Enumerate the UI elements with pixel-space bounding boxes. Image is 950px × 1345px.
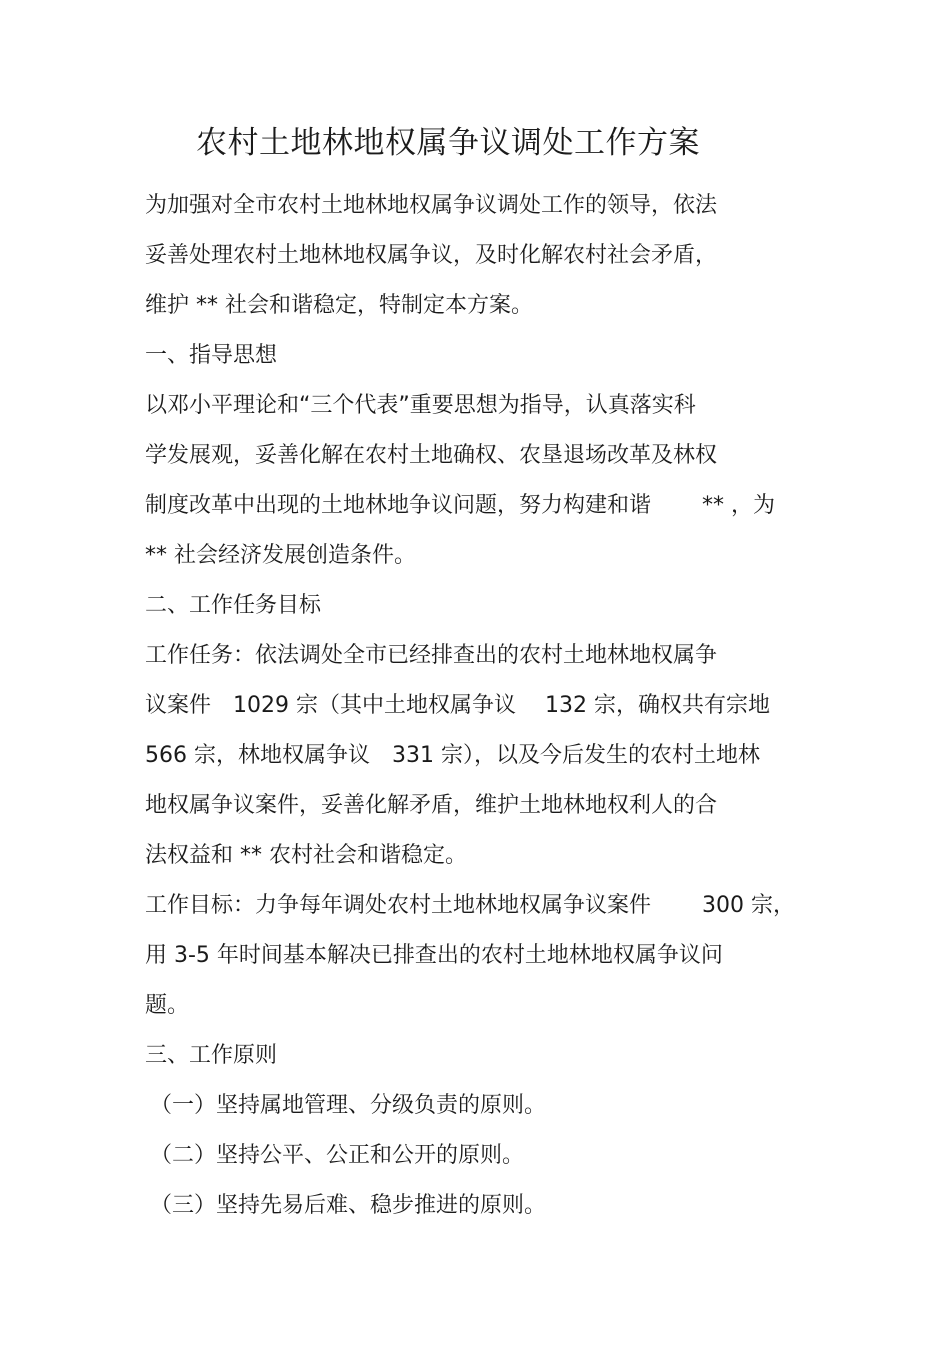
paragraph-line: 以邓小平理论和“三个代表”重要思想为指导，认真落实科 [145, 393, 696, 418]
paragraph-line: ** 社会经济发展创造条件。 [145, 543, 416, 568]
section-heading: 一、指导思想 [145, 343, 278, 368]
paragraph-line: 题。 [145, 993, 190, 1018]
document-title: 农村土地林地权属争议调处工作方案 [196, 125, 700, 161]
principle-item: （一）坚持属地管理、分级负责的原则。 [150, 1093, 547, 1118]
section-heading: 二、工作任务目标 [145, 593, 322, 618]
paragraph-line: 维护 ** 社会和谐稳定，特制定本方案。 [145, 293, 533, 318]
paragraph-line: 用 3-5 年时间基本解决已排查出的农村土地林地权属争议问 [145, 943, 723, 968]
paragraph-line: 为加强对全市农村土地林地权属争议调处工作的领导，依法 [145, 193, 718, 218]
paragraph-line: 工作任务：依法调处全市已经排查出的农村土地林地权属争 [145, 643, 718, 668]
principle-item: （二）坚持公平、公正和公开的原则。 [150, 1143, 525, 1168]
paragraph-line: 法权益和 ** 农村社会和谐稳定。 [145, 843, 467, 868]
paragraph-line: 学发展观，妥善化解在农村土地确权、农垦退场改革及林权 [145, 443, 718, 468]
paragraph-line: 工作目标：力争每年调处农村土地林地权属争议案件 300 宗， [145, 893, 795, 918]
principle-item: （三）坚持先易后难、稳步推进的原则。 [150, 1193, 547, 1218]
paragraph-line: 566 宗，林地权属争议 331 宗），以及今后发生的农村土地林 [145, 743, 760, 768]
paragraph-line: 妥善处理农村土地林地权属争议，及时化解农村社会矛盾， [145, 243, 718, 268]
paragraph-line: 议案件 1029 宗（其中土地权属争议 132 宗，确权共有宗地 [145, 693, 770, 718]
paragraph-line: 地权属争议案件，妥善化解矛盾，维护土地林地权利人的合 [145, 793, 718, 818]
section-heading: 三、工作原则 [145, 1043, 278, 1068]
paragraph-line: 制度改革中出现的土地林地争议问题，努力构建和谐 ** ，为 [145, 493, 775, 518]
